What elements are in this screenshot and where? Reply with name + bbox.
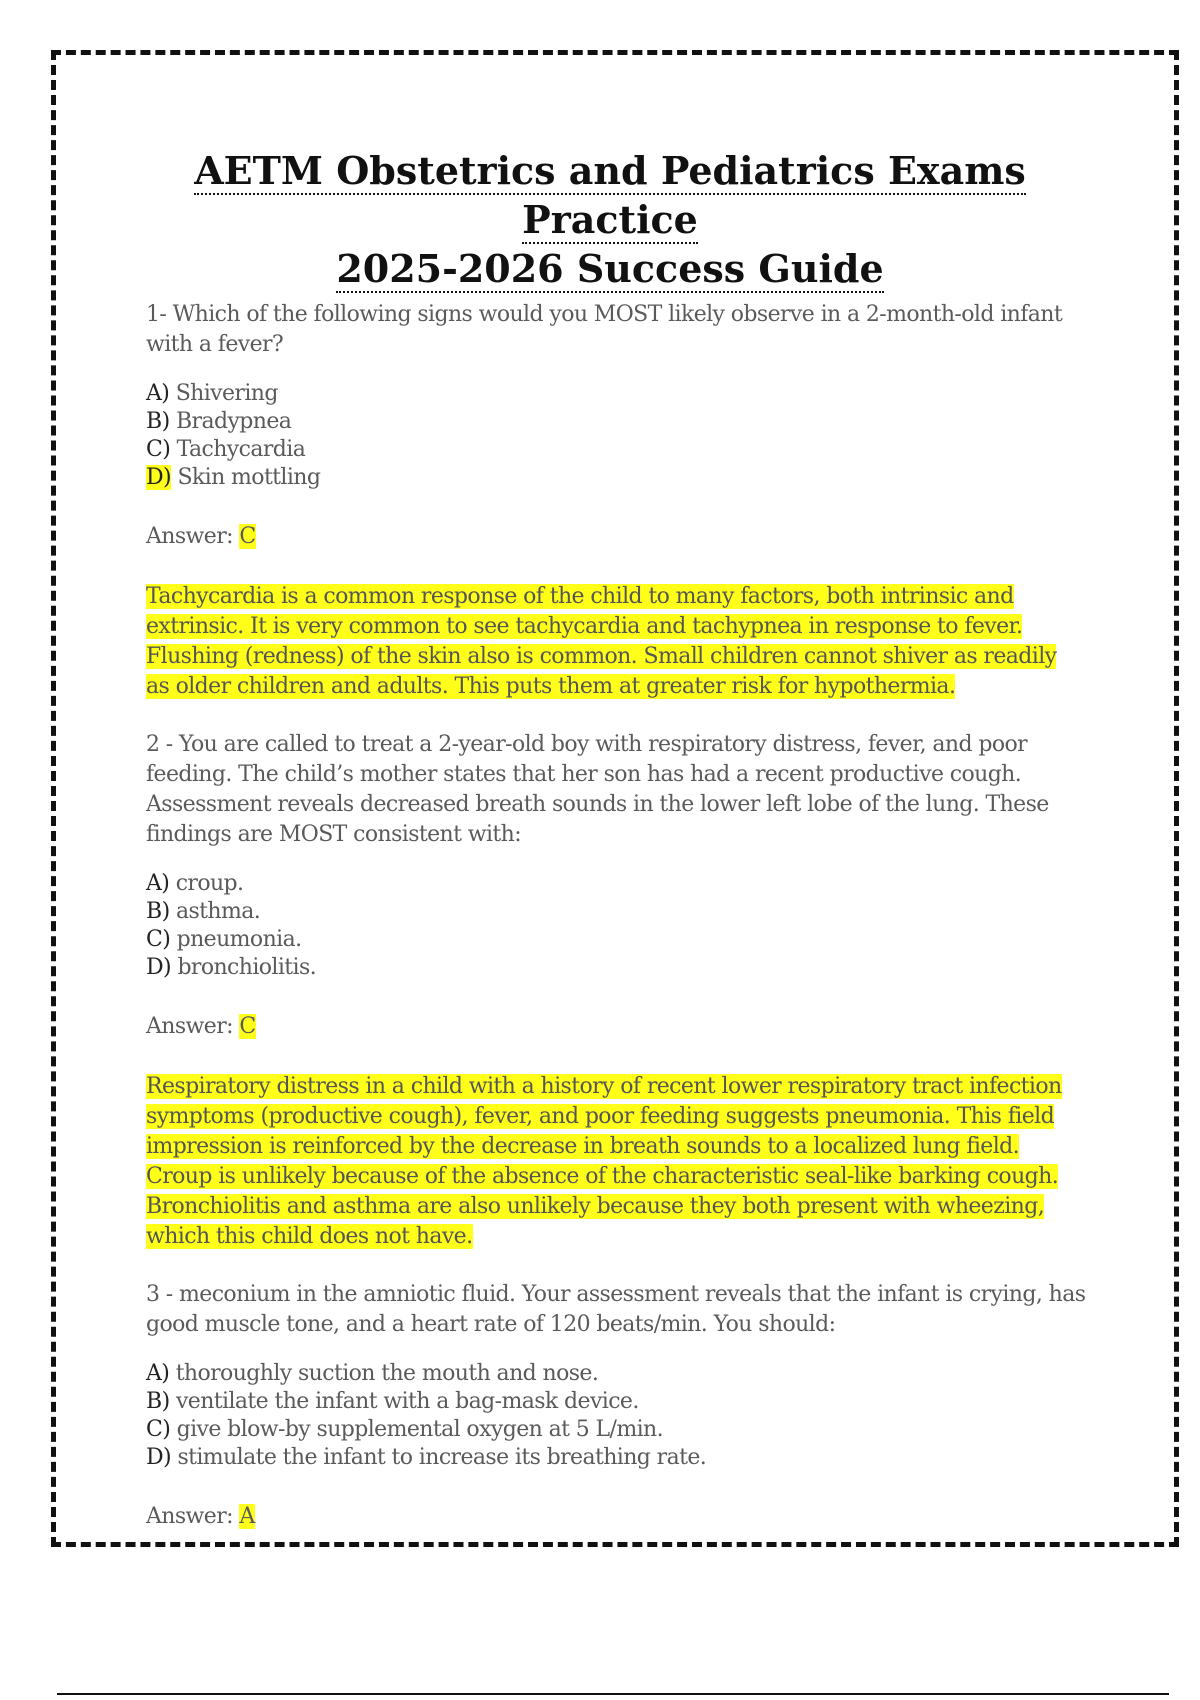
option-text: Tachycardia <box>176 437 306 462</box>
explanation-text: Respiratory distress in a child with a history of recent lower respiratory tract infection symptoms (productive cough), fever, and poor feeding suggests pneumonia. This field impression is reinforced by the decrease in breath sounds to a localized lung field. Croup is unlikely because of the absence of the characteristic seal-like barking cough. Bronchiolitis and asthma are also unlikely because they both present with wheezing, which this child does not have. <box>146 1074 1062 1249</box>
option-letter: C) <box>146 927 171 952</box>
answer-explanation <box>146 582 1086 702</box>
option-list <box>146 1360 1086 1472</box>
option-letter: C) <box>146 1417 171 1442</box>
option-letter: A) <box>146 1361 170 1386</box>
option-text: thoroughly suction the mouth and nose. <box>175 1361 599 1386</box>
option-letter: D) <box>146 955 172 980</box>
option-letter: D) <box>146 465 172 490</box>
answer-line <box>146 1502 1086 1532</box>
option-b <box>146 898 1086 926</box>
question-text: 3 - meconium in the amniotic fluid. Your assessment reveals that the infant is crying, has good muscle tone, and a heart rate of 120 beats/min. You should: <box>146 1282 1086 1337</box>
question-2 <box>146 730 1086 1252</box>
option-a <box>146 380 1086 408</box>
answer-label: Answer: <box>146 1504 233 1529</box>
option-text: asthma. <box>175 899 261 924</box>
answer-label: Answer: <box>146 524 233 549</box>
question-3 <box>146 1280 1086 1532</box>
question-text: 2 - You are called to treat a 2-year-old boy with respiratory distress, fever, and poor feeding. The child’s mother states that her son has had a recent productive cough. Assessment reveals decreased breath sounds in the lower left lobe of the lung. These findings are MOST consistent with: <box>146 732 1049 847</box>
answer-value: C <box>239 1014 256 1039</box>
question-text: 1- Which of the following signs would you MOST likely observe in a 2-month-old infant with a fever? <box>146 302 1063 357</box>
answer-label: Answer: <box>146 1014 233 1039</box>
option-letter: C) <box>146 437 171 462</box>
option-b <box>146 1388 1086 1416</box>
option-b <box>146 408 1086 436</box>
option-text: stimulate the infant to increase its breathing rate. <box>177 1445 707 1470</box>
option-letter: D) <box>146 1445 172 1470</box>
option-d <box>146 954 1086 982</box>
option-list <box>146 870 1086 982</box>
option-text: Skin mottling <box>177 465 321 490</box>
option-d <box>146 1444 1086 1472</box>
option-c <box>146 436 1086 464</box>
title-line-2: 2025-2026 Success Guide <box>336 246 884 291</box>
option-d <box>146 464 1086 492</box>
title-line-1: AETM Obstetrics and Pediatrics Exams Practice <box>194 148 1026 242</box>
answer-value: C <box>239 524 256 549</box>
question-1 <box>146 300 1086 702</box>
option-letter: B) <box>146 1389 170 1414</box>
document-title <box>130 146 1090 293</box>
option-c <box>146 926 1086 954</box>
option-c <box>146 1416 1086 1444</box>
document-body <box>146 300 1086 1532</box>
explanation-text: Tachycardia is a common response of the child to many factors, both intrinsic and extrinsic. It is very common to see tachycardia and tachypnea in response to fever. Flushing (redness) of the skin also is common. Small children cannot shiver as readily as older children and adults. This puts them at greater risk for hypothermia. <box>146 584 1057 699</box>
option-a <box>146 870 1086 898</box>
option-letter: B) <box>146 409 170 434</box>
option-letter: A) <box>146 871 170 896</box>
option-letter: B) <box>146 899 170 924</box>
option-letter: A) <box>146 381 170 406</box>
answer-line <box>146 1012 1086 1042</box>
option-text: ventilate the infant with a bag-mask device. <box>175 1389 639 1414</box>
footer-rule <box>57 1693 1169 1695</box>
option-text: Bradypnea <box>175 409 292 434</box>
answer-explanation <box>146 1072 1086 1252</box>
option-text: pneumonia. <box>176 927 302 952</box>
option-a <box>146 1360 1086 1388</box>
option-list <box>146 380 1086 492</box>
option-text: give blow-by supplemental oxygen at 5 L/min. <box>176 1417 664 1442</box>
answer-value: A <box>239 1504 255 1529</box>
option-text: Shivering <box>175 381 278 406</box>
option-text: bronchiolitis. <box>177 955 317 980</box>
answer-line <box>146 522 1086 552</box>
option-text: croup. <box>175 871 244 896</box>
